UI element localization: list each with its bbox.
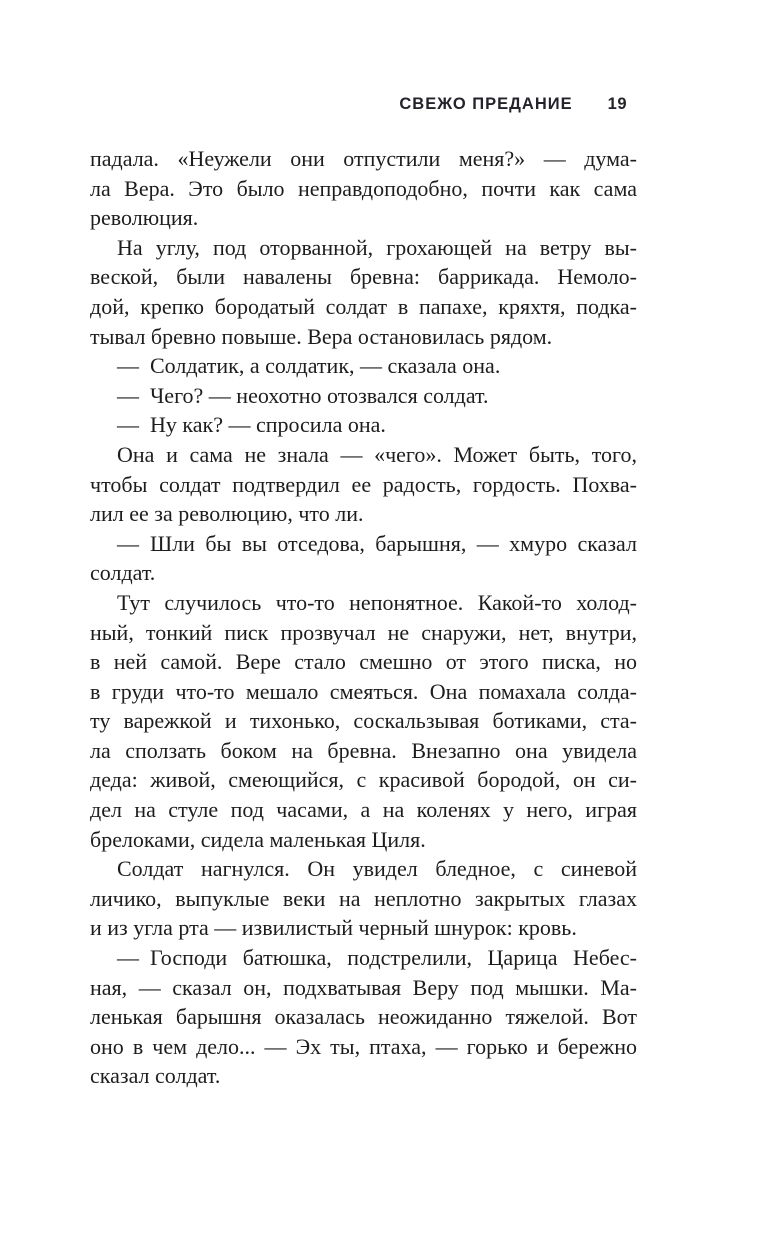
- text-line: ленькая барышня оказалась неожиданно тяжелой. Вот: [90, 1004, 637, 1030]
- text-line: — Чего? — неохотно отозвался солдат.: [117, 382, 489, 408]
- text-line: лил ее за революцию, что ли.: [90, 501, 364, 527]
- text-line: и из угла рта — извилистый черный шнурок: кровь.: [90, 915, 577, 941]
- text-line: ный, тонкий писк прозвучал не снаружи, нет, внутри,: [90, 619, 637, 645]
- text-line: тывал бревно повыше. Вера остановилась рядом.: [90, 323, 553, 349]
- page-text: [90, 144, 637, 1091]
- paragraph: [90, 588, 637, 854]
- text-line: Она и сама не знала — «чего». Может быть, того,: [117, 441, 637, 467]
- text-line: Солдат нагнулся. Он увидел бледное, с синевой: [117, 856, 637, 882]
- paragraph: [90, 233, 637, 351]
- paragraph: [90, 854, 637, 943]
- text-line: революция.: [90, 205, 199, 231]
- text-line: ла сползать боком на бревна. Внезапно она увидела: [90, 737, 637, 763]
- text-line: веской, были навалены бревна: баррикада. Немоло-: [90, 264, 637, 290]
- paragraph: [90, 529, 637, 588]
- text-line: чтобы солдат подтвердил ее радость, гордость. Похва-: [90, 471, 637, 497]
- paragraph: [90, 440, 637, 529]
- page-number: 19: [607, 95, 627, 113]
- running-title: СВЕЖО ПРЕДАНИЕ: [399, 95, 573, 113]
- text-line: в ней самой. Вере стало смешно от этого писка, но: [90, 649, 637, 675]
- text-line: деда: живой, смеющийся, с красивой бородой, он си-: [90, 767, 637, 793]
- text-line: личико, выпуклые веки на неплотно закрытых глазах: [90, 885, 637, 911]
- text-line: сказал солдат.: [90, 1063, 221, 1089]
- text-line: — Ну как? — спросила она.: [117, 412, 386, 438]
- paragraph: [90, 943, 637, 1091]
- paragraph: [90, 381, 637, 411]
- text-line: в груди что-то мешало смеяться. Она помахала солда-: [90, 678, 637, 704]
- text-line: — Господи батюшка, подстрелили, Царица Небес-: [117, 945, 637, 971]
- text-line: брелоками, сидела маленькая Циля.: [90, 826, 426, 852]
- paragraph: [90, 144, 637, 233]
- text-line: Тут случилось что-то непонятное. Какой-то холод-: [117, 589, 637, 615]
- text-line: оно в чем дело... — Эх ты, птаха, — горько и бережно: [90, 1033, 637, 1059]
- paragraph: [90, 351, 637, 381]
- text-line: На углу, под оторванной, грохающей на ветру вы-: [117, 234, 637, 260]
- text-line: дой, крепко бородатый солдат в папахе, кряхтя, подка-: [90, 293, 637, 319]
- text-line: дел на стуле под часами, а на коленях у него, играя: [90, 797, 637, 823]
- running-header: [90, 95, 637, 117]
- text-line: падала. «Неужели они отпустили меня?» — дума-: [90, 146, 637, 171]
- text-line: — Шли бы вы отседова, барышня, — хмуро сказал: [117, 530, 637, 556]
- text-line: солдат.: [90, 560, 156, 586]
- paragraph: [90, 410, 637, 440]
- text-line: — Солдатик, а солдатик, — сказала она.: [117, 353, 501, 379]
- text-line: ла Вера. Это было неправдоподобно, почти как сама: [90, 175, 637, 201]
- text-line: ту варежкой и тихонько, соскальзывая ботиками, ста-: [90, 708, 637, 734]
- text-line: ная, — сказал он, подхватывая Веру под мышки. Ма-: [90, 974, 637, 1000]
